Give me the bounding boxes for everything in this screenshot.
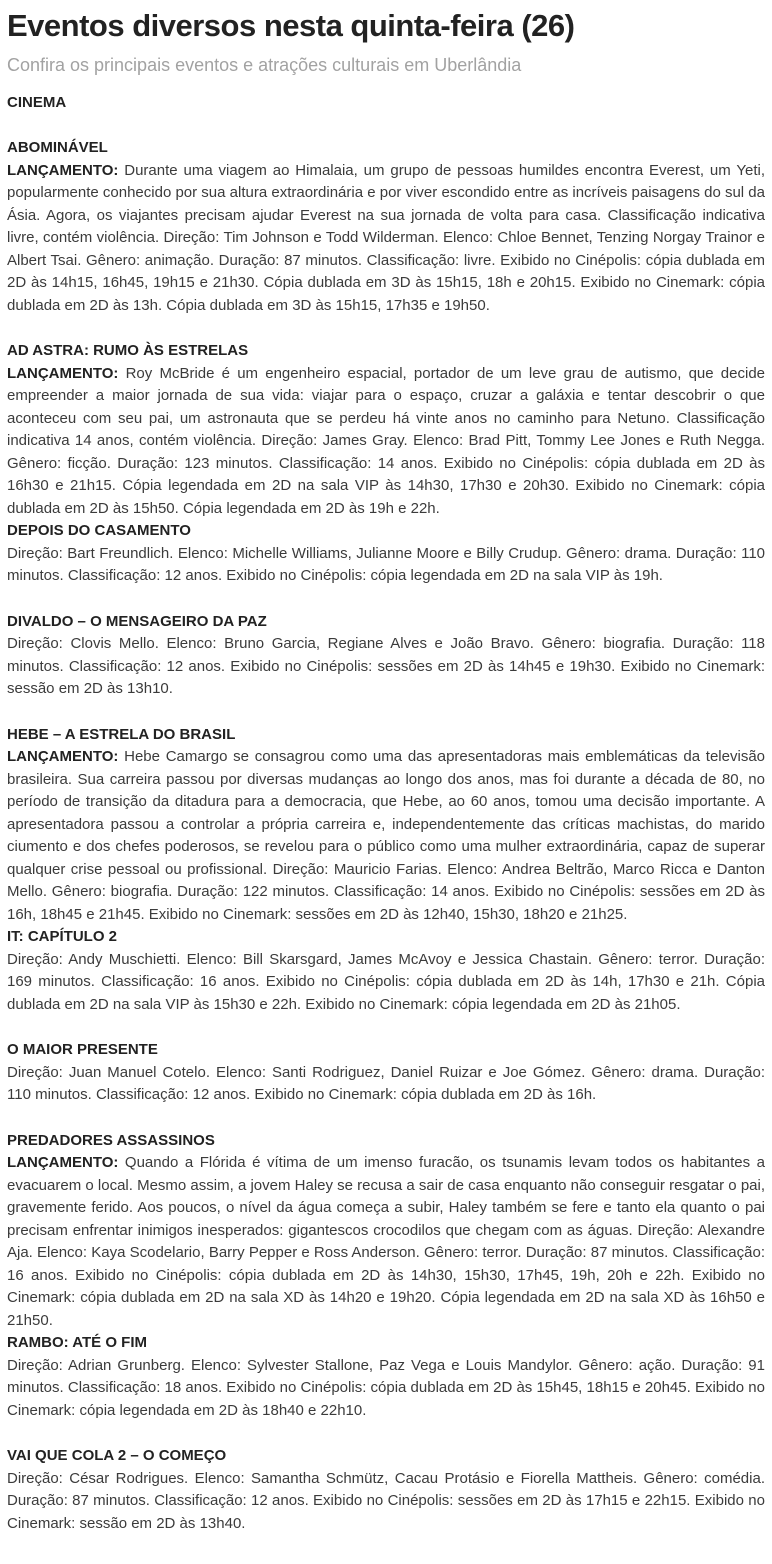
movie-lead-label: LANÇAMENTO: <box>7 364 126 382</box>
page-title: Eventos diversos nesta quinta-feira (26) <box>7 8 575 43</box>
movie-description <box>7 160 765 318</box>
movie-title: HEBE – A ESTRELA DO BRASIL <box>7 725 236 743</box>
movie-listing <box>7 520 765 588</box>
movie-listing <box>7 1445 765 1535</box>
movie-title: RAMBO: ATÉ O FIM <box>7 1334 147 1351</box>
movie-description <box>7 1355 765 1423</box>
section-label-cinema: CINEMA <box>7 94 67 111</box>
movie-lead-label: LANÇAMENTO: <box>7 161 125 179</box>
movie-title: PREDADORES ASSASSINOS <box>7 1131 215 1149</box>
movie-title: VAI QUE COLA 2 – O COMEÇO <box>7 1447 227 1464</box>
movie-listing <box>7 1332 765 1422</box>
movie-description <box>7 543 765 588</box>
movie-listing <box>7 611 765 701</box>
movie-listing <box>7 1039 765 1107</box>
page-subtitle: Confira os principais eventos e atrações culturais em Uberlândia <box>7 55 522 75</box>
movie-description <box>7 1062 765 1107</box>
movie-body-text: Durante uma viagem ao Himalaia, um grupo de pessoas humildes encontra Everest, um Yeti, popularmente conhecido por sua altura extraordinária e por viver escondido entre as incríveis paisagens do sul da Ásia. Agora, os viajantes precisam ajudar Everest na sua jornada de volta para casa. Classificação indicativa livre, contém violência. Direção: Tim Johnson e Todd Wilderman. Elenco: Chloe Bennet, Tenzing Norgay Trainor e Albert Tsai. Gênero: animação. Duração: 87 minutos. Classificação: livre. Exibido no Cinépolis: cópia dublada em 2D às 14h15, 16h45, 19h15 e 21h30. Cópia dublada em 3D às 15h15, 18h e 20h15. Exibido no Cinemark: cópia dublada em 2D às 13h. Cópia dublada em 3D às 15h15, 17h35 e 19h50. <box>7 161 765 314</box>
movie-listing <box>7 340 765 520</box>
movie-body-text: Direção: Adrian Grunberg. Elenco: Sylvester Stallone, Paz Vega e Louis Mandylor. Gênero: ação. Duração: 91 minutos. Classificação: 18 anos. Exibido no Cinépolis: cópia dublada em 2D às 15h45, 18h15 e 20h45. Exibido no Cinemark: cópia legendada em 2D às 18h40 e 22h10. <box>7 1356 765 1419</box>
movie-listing <box>7 137 765 317</box>
movie-body-text: Direção: Andy Muschietti. Elenco: Bill Skarsgard, James McAvoy e Jessica Chastain. Gênero: terror. Duração: 169 minutos. Classificação: 16 anos. Exibido no Cinépolis: cópia dublada em 2D às 14h, 17h30 e 21h. Cópia dublada em 2D na sala VIP às 15h30 e 22h. Exibido no Cinemark: cópia legendada em 2D às 21h05. <box>7 950 765 1013</box>
movie-lead-label: LANÇAMENTO: <box>7 1154 125 1171</box>
movie-title: AD ASTRA: RUMO ÀS ESTRELAS <box>7 342 249 359</box>
movie-title: O MAIOR PRESENTE <box>7 1041 158 1058</box>
movie-body-text: Roy McBride é um engenheiro espacial, portador de um leve grau de autismo, que decide empreender a maior jornada de sua vida: viajar para o espaço, cruzar a galáxia e tentar descobrir o que aconteceu com seu pai, um astronauta que se perdeu há vinte anos no caminho para Netuno. Classificação indicativa 14 anos, contém violência. Direção: James Gray. Elenco: Brad Pitt, Tommy Lee Jones e Ruth Negga. Gênero: ficção. Duração: 123 minutos. Classificação: 14 anos. Exibido no Cinépolis: cópia dublada em 2D às 16h30 e 21h15. Cópia legendada em 2D na sala VIP às 14h30, 17h30 e 20h30. Exibido no Cinemark: cópia dublada em 2D às 15h50. Cópia legendada em 2D às 19h e 22h. <box>7 364 765 517</box>
movie-body-text: Quando a Flórida é vítima de um imenso furacão, os tsunamis levam todos os habitantes a evacuarem o local. Mesmo assim, a jovem Haley se recusa a sair de casa enquanto não conseguir resgatar o pai, gravemente ferido. Aos poucos, o nível da água começa a subir, Haley também se fere e tanto ela quanto o pai precisam enfrentar inimigos inesperados: gigantescos crocodilos que chegam com as águas. Direção: Alexandre Aja. Elenco: Kaya Scodelario, Barry Pepper e Ross Anderson. Gênero: terror. Duração: 87 minutos. Classificação: 16 anos. Exibido no Cinépolis: cópia dublada em 2D às 14h30, 15h30, 17h45, 19h, 20h e 22h. Exibido no Cinemark: cópia dublada em 2D na sala XD às 14h20 e 19h20. Cópia legendada em 2D na sala XD às 16h50 e 21h50. <box>7 1154 765 1329</box>
movie-body-text: Direção: Clovis Mello. Elenco: Bruno Garcia, Regiane Alves e João Bravo. Gênero: biografia. Duração: 118 minutos. Classificação: 12 anos. Exibido no Cinépolis: sessões em 2D às 14h45 e 19h30. Exibido no Cinemark: sessão em 2D às 13h10. <box>7 635 765 697</box>
movie-description <box>7 1468 765 1536</box>
article <box>7 8 765 1535</box>
movie-body-text: Hebe Camargo se consagrou como uma das apresentadoras mais emblemáticas da televisão brasileira. Sua carreira passou por diversas mudanças ao longo dos anos, mas foi durante a década de 80, no período de transição da ditadura para a democracia, que Hebe, ao 60 anos, tomou uma decisão importante. A apresentadora passou a controlar a própria carreira e, independentemente das críticas machistas, do marido ciumento e dos chefes poderosos, se revelou para o público como uma mulher extraordinária, capaz de superar qualquer crise pessoal ou profissional. Direção: Mauricio Farias. Elenco: Andrea Beltrão, Marco Ricca e Danton Mello. Gênero: biografia. Duração: 122 minutos. Classificação: 14 anos. Exibido no Cinépolis: sessões em 2D às 16h, 18h45 e 21h45. Exibido no Cinemark: sessões em 2D às 12h40, 15h30, 18h20 e 21h25. <box>7 748 765 923</box>
movie-lead-label: LANÇAMENTO: <box>7 748 125 765</box>
movie-body-text: Direção: César Rodrigues. Elenco: Samantha Schmütz, Cacau Protásio e Fiorella Mattheis. Gênero: comédia. Duração: 87 minutos. Classificação: 12 anos. Exibido no Cinépolis: sessões em 2D às 17h15 e 22h15. Exibido no Cinemark: sessão em 2D às 13h40. <box>7 1469 765 1532</box>
movie-listing <box>7 926 765 1016</box>
listings <box>7 137 765 1535</box>
movie-title: IT: CAPÍTULO 2 <box>7 928 118 945</box>
movie-description <box>7 363 765 521</box>
movie-body-text: Direção: Bart Freundlich. Elenco: Michelle Williams, Julianne Moore e Billy Crudup. Gênero: drama. Duração: 110 minutos. Classificação: 12 anos. Exibido no Cinépolis: cópia legendada em 2D na sala VIP às 19h. <box>7 544 765 584</box>
movie-title: ABOMINÁVEL <box>7 139 108 156</box>
movie-title: DEPOIS DO CASAMENTO <box>7 522 191 539</box>
movie-listing <box>7 724 765 927</box>
movie-description <box>7 633 765 701</box>
movie-description <box>7 1152 765 1332</box>
movie-body-text: Direção: Juan Manuel Cotelo. Elenco: Santi Rodriguez, Daniel Ruizar e Joe Gómez. Gênero: drama. Duração: 110 minutos. Classificação: 12 anos. Exibido no Cinemark: cópia dublada em 2D às 16h. <box>7 1063 765 1103</box>
movie-title: DIVALDO – O MENSAGEIRO DA PAZ <box>7 612 267 630</box>
movie-listing <box>7 1130 765 1333</box>
movie-description <box>7 746 765 926</box>
movie-description <box>7 949 765 1017</box>
